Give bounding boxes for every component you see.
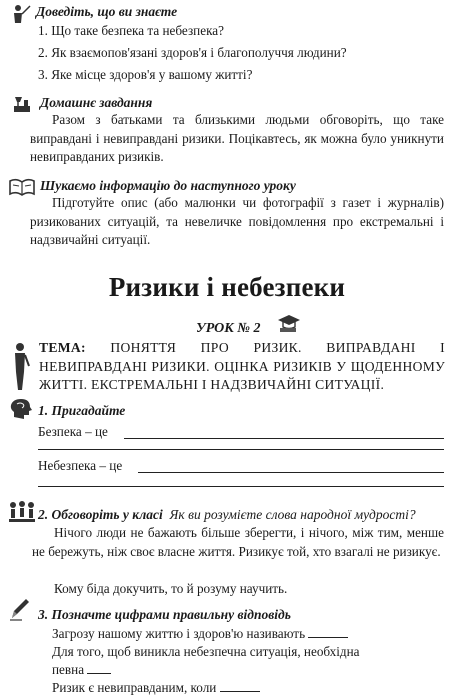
lesson-number: УРОК № 2 [196,321,261,336]
head-brain-icon [8,397,34,421]
answer-blank[interactable] [308,625,348,638]
graduation-cap-icon [276,312,302,334]
fill-in-row-danger[interactable] [38,458,444,476]
task-heading: 3. Позначте цифрами правильну відповідь [38,607,291,622]
group-discussion-icon [8,500,36,526]
pencil-icon [8,596,32,622]
question-line: Для того, щоб виникла небезпечна ситуація, необхідна [52,644,360,659]
section-heading: Домашнє завдання [40,95,153,110]
answer-blank[interactable] [87,661,111,674]
find-info-text: Підготуйте опис (або малюнки чи фотографії з газет і журналів) ризикованих ситуацій, та невеличке повідомлення про екстремальні і надзвичайні ситуації. [30,195,444,248]
topic-text: ПОНЯТТЯ ПРО РИЗИК. ВИПРАВДАНІ І НЕВИПРАВДАНІ РИЗИКИ. ОЦІНКА РИЗИКІВ У ЩОДЕННОМУ ЖИТТІ. ЕКСТРЕМАЛЬНІ І НАДЗВИЧАЙНІ СИТУАЦІЇ. [39,340,445,393]
task-heading-row [38,507,416,523]
task-heading: 2. Обговоріть у класі [38,507,163,522]
page-title: Ризики і небезпеки [108,272,346,302]
answer-line[interactable] [124,438,444,439]
answer-line[interactable] [38,449,444,450]
list-item: 2. Як взаємопов'язані здоров'я і благополуччя людини? [38,45,347,60]
question-text: певна [52,662,85,677]
homework-text: Разом з батьками та близькими людьми обговоріть, що таке виправдані і невиправдані ризики. Поцікавтесь, як можна було уникнути невиправданих ризиків. [30,112,444,165]
fill-in-row-safety[interactable] [38,424,444,442]
task-heading: 1. Пригадайте [38,403,126,418]
standing-person-icon [10,342,30,392]
task-question: Як ви розумієте слова народної мудрості? [169,507,416,522]
topic-label: ТЕМА: [39,340,86,355]
student-with-pointer-icon [9,3,31,25]
section-heading: Доведіть, що ви знаєте [36,4,178,19]
proverb-2: Кому біда докучить, то й розуму научить. [54,581,288,596]
answer-line[interactable] [38,486,444,487]
row-label: Небезпека – це [38,458,123,473]
question-line [52,679,260,698]
question-text: Загрозу нашому життю і здоров'ю називають [52,626,306,641]
lesson-topic [39,339,445,395]
question-text: Ризик є невиправданим, коли [52,680,217,695]
question-line [52,661,111,680]
section-heading: Шукаємо інформацію до наступного уроку [40,178,296,193]
list-item: 1. Що таке безпека та небезпека? [38,23,224,38]
list-item: 3. Яке місце здоров'я у вашому житті? [38,67,253,82]
proverb-1: Нічого люди не бажають більше зберегти, і нічого, між тим, менше не бережуть, ніж своє власне життя. Ризикує той, хто взагалі не ризикує. [32,525,444,559]
row-label: Безпека – це [38,424,108,439]
answer-line[interactable] [138,472,444,473]
question-line [52,625,348,644]
answer-blank[interactable] [220,679,260,692]
